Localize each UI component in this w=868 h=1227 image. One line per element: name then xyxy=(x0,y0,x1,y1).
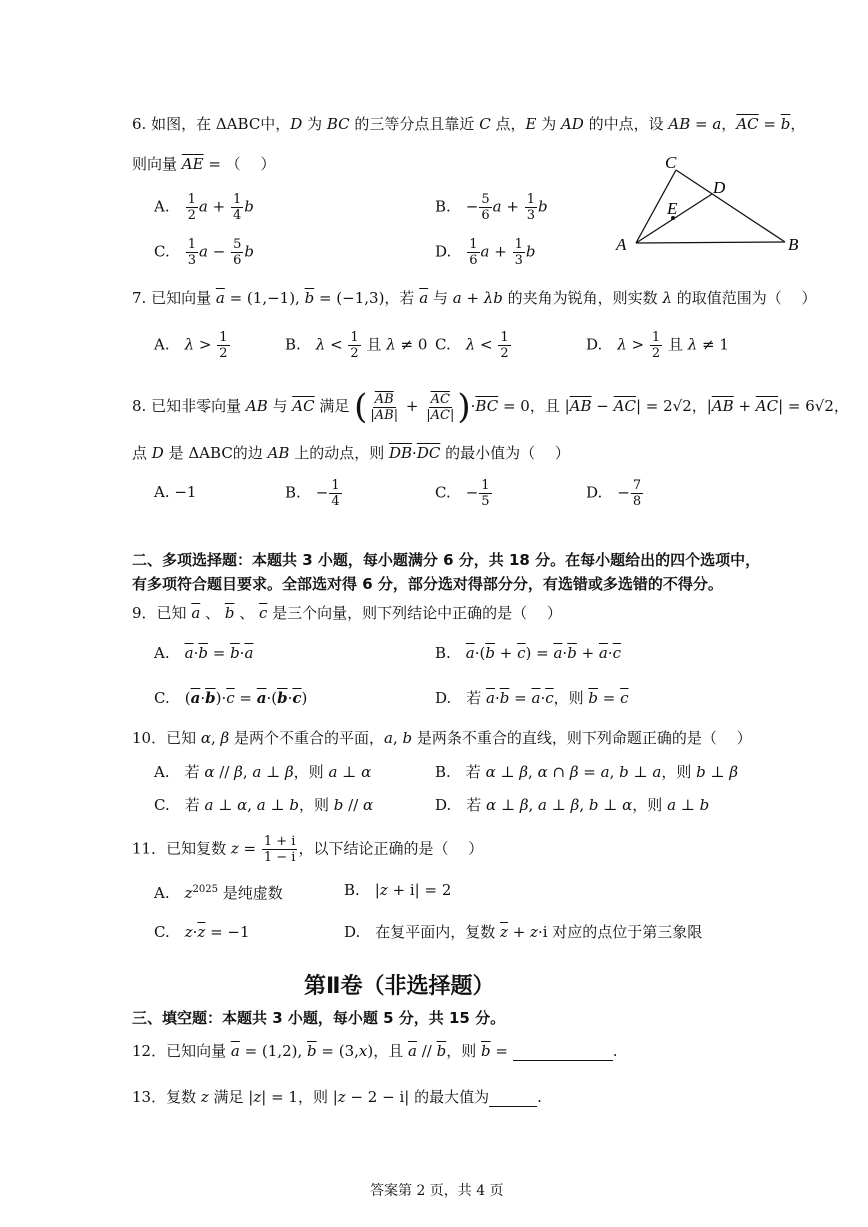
q13-stem: 13．复数 z 满足 |z| = 1，则 |z − 2 − i| 的最大值为 . xyxy=(132,1088,542,1106)
q11-option-a[interactable]: A. $z^{2025}$ 是纯虚数 xyxy=(154,884,283,902)
q7-option-b[interactable]: B. λ < $\frac{1}{2}$ 且 λ ≠ 0 xyxy=(285,330,428,361)
q10-stem: 10．已知 α, β 是两个不重合的平面，a, b 是两条不重合的直线，则下列命题正确的是（ ） xyxy=(132,729,752,747)
q8-option-c[interactable]: C. − $\frac{1}{5}$ xyxy=(435,478,490,509)
q9-option-b[interactable]: B. $\overline{a}\cdot(\overline{b} + \overline{c}) = \overline{a}\cdot\overline{b} + \overline{a}\cdot\overline{c}$ xyxy=(435,644,622,662)
label-b: B xyxy=(788,235,799,254)
q11-option-d[interactable]: D. 在复平面内，复数 $\overline{z} + z\cdot i$ 对应的点位于第三象限 xyxy=(344,923,703,941)
q7-option-d[interactable]: D. λ > $\frac{1}{2}$ 且 λ ≠ 1 xyxy=(586,330,729,361)
q8-stem-line2: 点 D 是 ΔABC的边 AB 上的动点，则 $\overline{DB}\cdot\overline{DC}$ 的最小值为（ ） xyxy=(132,444,570,462)
q13-answer-blank[interactable] xyxy=(489,1092,537,1107)
section2-line1: 二、多项选择题：本题共 3 小题，每小题满分 6 分，共 18 分。在每小题给出的四个选项中， xyxy=(132,551,761,569)
label-e: E xyxy=(667,199,678,218)
q11-option-c[interactable]: C. $z\cdot\overline{z} = -1$ xyxy=(154,923,250,941)
triangle-figure xyxy=(610,150,810,265)
part2-title: 第Ⅱ卷（非选择题） xyxy=(304,974,495,999)
label-c: C xyxy=(665,153,677,172)
q9-stem: 9．已知 $\overline{a}$ 、 $\overline{b}$ 、 $\overline{c}$ 是三个向量，则下列结论中正确的是（ ） xyxy=(132,604,562,622)
q8-stem-line1: 8. 已知非零向量 AB 与 $\overline{AC}$ 满足 ( $\frac{\overline{AB}}{|\overline{AB}|}$ + $\frac{\overline{AC}}{|\overline{AC}|}$ )$\cdot\overline{BC} = 0$，且 $|\overline{AB} - \overline{AC}| = 2√2$，$|\overline{AB} + \overline{AC}| = 6√2$， xyxy=(132,387,849,427)
q8-option-a[interactable]: A. −1 xyxy=(154,483,197,501)
q6-option-b[interactable]: B. − $\frac{5}{6}$ a + $\frac{1}{3}$ b xyxy=(435,192,548,223)
q10-option-d[interactable]: D. 若 α ⊥ β, a ⊥ β, b ⊥ α，则 a ⊥ b xyxy=(435,796,710,814)
q12-answer-blank[interactable] xyxy=(513,1046,613,1061)
q6-option-a[interactable]: A. $\frac{1}{2}$ a + $\frac{1}{4}$ b xyxy=(154,192,254,223)
label-d: D xyxy=(713,178,726,197)
q12-stem: 12．已知向量 $\overline{a} = (1,2)$, $\overline{b} = (3,x)$，且 $\overline{a} // \overline{b}$，则 $\overline{b}$ = . xyxy=(132,1042,618,1060)
page-footer: 答案第 2 页，共 4 页 xyxy=(370,1183,504,1199)
q11-option-b[interactable]: B. |z + i| = 2 xyxy=(344,881,452,899)
q10-option-c[interactable]: C. 若 a ⊥ α, a ⊥ b，则 b // α xyxy=(154,796,374,814)
q9-option-a[interactable]: A. $\overline{a}\cdot\overline{b} = \overline{b}\cdot\overline{a}$ xyxy=(154,644,254,662)
q10-option-b[interactable]: B. 若 α ⊥ β, α ∩ β = a, b ⊥ a，则 b ⊥ β xyxy=(435,763,739,781)
q7-stem: 7. 已知向量 $\overline{a} = (1,-1)$, $\overline{b} = (-1,3)$，若 $\overline{a}$ 与 a + λb 的夹角为锐角，则实数 λ 的取值范围为（ ） xyxy=(132,289,817,307)
q6-stem-line1: 6. 如图，在 ΔABC中，D 为 BC 的三等分点且靠近 C 点，E 为 AD 的中点，设 AB = a，$\overline{AC} = \overline{b}$， xyxy=(132,115,806,133)
q6-option-d[interactable]: D. $\frac{1}{6}$ a + $\frac{1}{3}$ b xyxy=(435,237,536,268)
q10-option-a[interactable]: A. 若 α // β, a ⊥ β，则 a ⊥ α xyxy=(154,763,372,781)
q8-option-b[interactable]: B. − $\frac{1}{4}$ xyxy=(285,478,340,509)
section3-heading: 三、填空题：本题共 3 小题，每小题 5 分，共 15 分。 xyxy=(132,1009,506,1027)
section2-line2: 有多项符合题目要求。全部选对得 6 分，部分选对得部分分，有选错或多选错的不得分。 xyxy=(132,575,723,593)
q6-option-c[interactable]: C. $\frac{1}{3}$ a − $\frac{5}{6}$ b xyxy=(154,237,254,268)
q7-option-a[interactable]: A. λ > $\frac{1}{2}$ xyxy=(154,330,228,361)
q7-option-c[interactable]: C. λ < $\frac{1}{2}$ xyxy=(435,330,509,361)
q9-option-d[interactable]: D. 若 $\overline{a}\cdot\overline{b} = \overline{a}\cdot\overline{c}$，则 $\overline{b} = \overline{c}$ xyxy=(435,689,629,707)
q6-stem-line2: 则向量 $\overline{AE}$ = （ ） xyxy=(132,155,276,173)
label-a: A xyxy=(616,235,627,254)
q9-option-c[interactable]: C. $(\overline{a}\cdot\overline{b})\cdot\overline{c} = \overline{a}\cdot(\overline{b}\cdot\overline{c})$ xyxy=(154,689,308,707)
q8-option-d[interactable]: D. − $\frac{7}{8}$ xyxy=(586,478,642,509)
q11-stem: 11．已知复数 z = $\frac{1 + i}{1 - i}$ ，以下结论正确的是（ ） xyxy=(132,834,484,865)
